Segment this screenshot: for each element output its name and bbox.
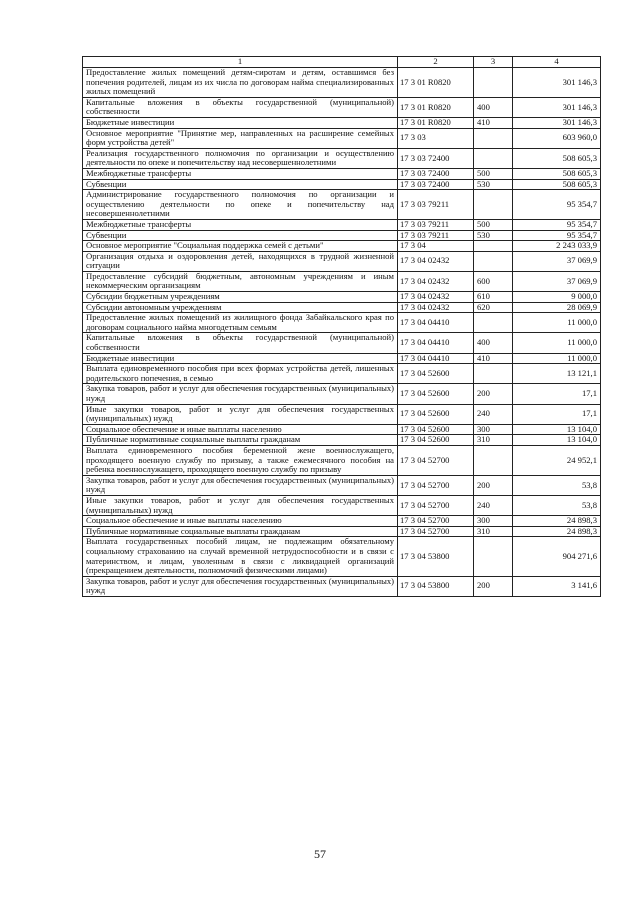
row-code: 17 3 04 [398, 241, 474, 252]
row-name: Закупка товаров, работ и услуг для обеспечения государственных (муниципальных) нужд [83, 384, 398, 404]
row-amount: 95 354,7 [513, 219, 601, 230]
table-row [83, 364, 601, 384]
row-expense-type: 400 [474, 333, 513, 353]
row-amount: 508 605,3 [513, 168, 601, 179]
table-row [83, 271, 601, 291]
header-col-2: 2 [398, 57, 474, 68]
row-expense-type: 400 [474, 97, 513, 117]
row-code: 17 3 04 02432 [398, 302, 474, 313]
row-code: 17 3 03 79211 [398, 190, 474, 220]
table-row [83, 384, 601, 404]
row-expense-type [474, 313, 513, 333]
row-amount: 301 146,3 [513, 68, 601, 98]
row-code: 17 3 01 R0820 [398, 97, 474, 117]
table-row [83, 251, 601, 271]
row-amount: 95 354,7 [513, 190, 601, 220]
row-name: Капитальные вложения в объекты государственной (муниципальной) собственности [83, 97, 398, 117]
row-amount: 37 069,9 [513, 251, 601, 271]
row-code: 17 3 01 R0820 [398, 117, 474, 128]
row-expense-type [474, 148, 513, 168]
row-name: Иные закупки товаров, работ и услуг для обеспечения государственных (муниципальных) нужд [83, 495, 398, 515]
table-row [83, 576, 601, 596]
row-name: Выплата государственных пособий лицам, не подлежащим обязательному социальному страхованию на случай временной нетрудоспособности и в связи с материнством, и лицам, уволенным в связи с ликвидацией организаций (прекращением деятельности, полномочий физическими лицами) [83, 537, 398, 576]
row-name: Бюджетные инвестиции [83, 353, 398, 364]
row-code: 17 3 04 52600 [398, 435, 474, 446]
row-expense-type [474, 241, 513, 252]
row-expense-type: 500 [474, 168, 513, 179]
row-name: Субсидии бюджетным учреждениям [83, 292, 398, 303]
table-row [83, 424, 601, 435]
row-code: 17 3 04 04410 [398, 333, 474, 353]
row-expense-type: 410 [474, 353, 513, 364]
row-amount: 17,1 [513, 404, 601, 424]
row-name: Межбюджетные трансферты [83, 219, 398, 230]
row-expense-type: 240 [474, 404, 513, 424]
row-name: Субсидии автономным учреждениям [83, 302, 398, 313]
row-expense-type: 530 [474, 230, 513, 241]
row-code: 17 3 04 52700 [398, 516, 474, 527]
table-row [83, 292, 601, 303]
table-body [83, 68, 601, 597]
row-name: Выплата единовременного пособия при всех формах устройства детей, лишенных родительского попечения, в семью [83, 364, 398, 384]
table-row [83, 435, 601, 446]
row-expense-type [474, 364, 513, 384]
table-row [83, 526, 601, 537]
row-name: Межбюджетные трансферты [83, 168, 398, 179]
row-name: Субвенции [83, 179, 398, 190]
row-name: Основное мероприятие "Принятие мер, направленных на расширение семейных форм устройства детей" [83, 128, 398, 148]
row-name: Закупка товаров, работ и услуг для обеспечения государственных (муниципальных) нужд [83, 475, 398, 495]
header-col-1: 1 [83, 57, 398, 68]
row-expense-type: 310 [474, 435, 513, 446]
header-col-4: 4 [513, 57, 601, 68]
row-code: 17 3 04 04410 [398, 313, 474, 333]
table-row [83, 333, 601, 353]
row-name: Предоставление субсидий бюджетным, автономным учреждениям и иным некоммерческим организациям [83, 271, 398, 291]
row-code: 17 3 03 72400 [398, 179, 474, 190]
table-row [83, 313, 601, 333]
row-amount: 508 605,3 [513, 179, 601, 190]
header-col-3: 3 [474, 57, 513, 68]
row-amount: 301 146,3 [513, 117, 601, 128]
row-amount: 11 000,0 [513, 333, 601, 353]
row-amount: 11 000,0 [513, 353, 601, 364]
row-name: Социальное обеспечение и иные выплаты населению [83, 424, 398, 435]
row-name: Реализация государственного полномочия по организации и осуществлению деятельности по опеке и попечительству над несовершеннолетними [83, 148, 398, 168]
table-row [83, 117, 601, 128]
row-amount: 53,8 [513, 495, 601, 515]
row-code: 17 3 04 52600 [398, 384, 474, 404]
row-name: Предоставление жилых помещений из жилищного фонда Забайкальского края по договорам социального найма многодетным семьям [83, 313, 398, 333]
row-name: Публичные нормативные социальные выплаты гражданам [83, 526, 398, 537]
row-expense-type: 310 [474, 526, 513, 537]
row-amount: 24 898,3 [513, 526, 601, 537]
row-expense-type [474, 190, 513, 220]
row-amount: 508 605,3 [513, 148, 601, 168]
row-expense-type: 500 [474, 219, 513, 230]
row-amount: 24 952,1 [513, 445, 601, 475]
row-expense-type [474, 537, 513, 576]
row-amount: 11 000,0 [513, 313, 601, 333]
row-name: Выплата единовременного пособия беременной жене военнослужащего, проходящего военную службу по призыву, а также ежемесячного пособия на ребенка военнослужащего, проходящего военную службу по призыву [83, 445, 398, 475]
row-amount: 24 898,3 [513, 516, 601, 527]
row-expense-type: 620 [474, 302, 513, 313]
row-code: 17 3 04 52600 [398, 404, 474, 424]
table-row [83, 537, 601, 576]
table-header-row [83, 57, 601, 68]
row-code: 17 3 04 52600 [398, 424, 474, 435]
row-code: 17 3 04 52600 [398, 364, 474, 384]
row-code: 17 3 04 53800 [398, 576, 474, 596]
row-expense-type: 300 [474, 516, 513, 527]
table-row [83, 241, 601, 252]
row-expense-type: 410 [474, 117, 513, 128]
row-name: Субвенции [83, 230, 398, 241]
row-expense-type: 240 [474, 495, 513, 515]
row-expense-type: 610 [474, 292, 513, 303]
row-code: 17 3 04 02432 [398, 292, 474, 303]
table-row [83, 190, 601, 220]
row-amount: 9 000,0 [513, 292, 601, 303]
row-expense-type [474, 445, 513, 475]
table-row [83, 97, 601, 117]
row-name: Капитальные вложения в объекты государственной (муниципальной) собственности [83, 333, 398, 353]
row-code: 17 3 04 02432 [398, 251, 474, 271]
row-expense-type: 600 [474, 271, 513, 291]
row-amount: 28 069,9 [513, 302, 601, 313]
row-amount: 13 104,0 [513, 424, 601, 435]
row-code: 17 3 04 52700 [398, 445, 474, 475]
row-amount: 53,8 [513, 475, 601, 495]
row-expense-type: 300 [474, 424, 513, 435]
table-row [83, 128, 601, 148]
row-expense-type [474, 251, 513, 271]
row-amount: 13 121,1 [513, 364, 601, 384]
table-row [83, 475, 601, 495]
row-amount: 13 104,0 [513, 435, 601, 446]
row-code: 17 3 04 04410 [398, 353, 474, 364]
row-code: 17 3 03 [398, 128, 474, 148]
row-amount: 603 960,0 [513, 128, 601, 148]
row-expense-type: 530 [474, 179, 513, 190]
row-code: 17 3 04 52700 [398, 495, 474, 515]
table-row [83, 495, 601, 515]
table-row [83, 230, 601, 241]
row-amount: 95 354,7 [513, 230, 601, 241]
table-row [83, 168, 601, 179]
row-code: 17 3 04 02432 [398, 271, 474, 291]
row-name: Основное мероприятие "Социальная поддержка семей с детьми" [83, 241, 398, 252]
row-code: 17 3 04 53800 [398, 537, 474, 576]
table-row [83, 219, 601, 230]
table-row [83, 404, 601, 424]
row-name: Социальное обеспечение и иные выплаты населению [83, 516, 398, 527]
row-name: Бюджетные инвестиции [83, 117, 398, 128]
row-expense-type: 200 [474, 384, 513, 404]
page-number: 57 [314, 847, 326, 861]
row-name: Администрирование государственного полномочия по организации и осуществлению деятельности по опеке и попечительству над несовершеннолетними [83, 190, 398, 220]
table-row [83, 302, 601, 313]
row-code: 17 3 03 72400 [398, 148, 474, 168]
row-name: Предоставление жилых помещений детям-сиротам и детям, оставшимся без попечения родителей, лицам из их числа по договорам найма специализированных жилых помещений [83, 68, 398, 98]
row-code: 17 3 04 52700 [398, 475, 474, 495]
table-row [83, 353, 601, 364]
row-code: 17 3 03 79211 [398, 230, 474, 241]
row-code: 17 3 04 52700 [398, 526, 474, 537]
table-row [83, 516, 601, 527]
row-expense-type [474, 68, 513, 98]
row-amount: 904 271,6 [513, 537, 601, 576]
budget-table [82, 56, 601, 597]
table-row [83, 148, 601, 168]
row-amount: 37 069,9 [513, 271, 601, 291]
row-code: 17 3 01 R0820 [398, 68, 474, 98]
row-code: 17 3 03 72400 [398, 168, 474, 179]
row-name: Организация отдыха и оздоровления детей, находящихся в трудной жизненной ситуации [83, 251, 398, 271]
row-name: Закупка товаров, работ и услуг для обеспечения государственных (муниципальных) нужд [83, 576, 398, 596]
row-amount: 17,1 [513, 384, 601, 404]
row-code: 17 3 03 79211 [398, 219, 474, 230]
row-amount: 301 146,3 [513, 97, 601, 117]
row-expense-type: 200 [474, 576, 513, 596]
table-row [83, 68, 601, 98]
row-name: Публичные нормативные социальные выплаты гражданам [83, 435, 398, 446]
row-amount: 3 141,6 [513, 576, 601, 596]
row-expense-type [474, 128, 513, 148]
row-expense-type: 200 [474, 475, 513, 495]
row-amount: 2 243 033,9 [513, 241, 601, 252]
table-row [83, 445, 601, 475]
row-name: Иные закупки товаров, работ и услуг для обеспечения государственных (муниципальных) нужд [83, 404, 398, 424]
table-row [83, 179, 601, 190]
